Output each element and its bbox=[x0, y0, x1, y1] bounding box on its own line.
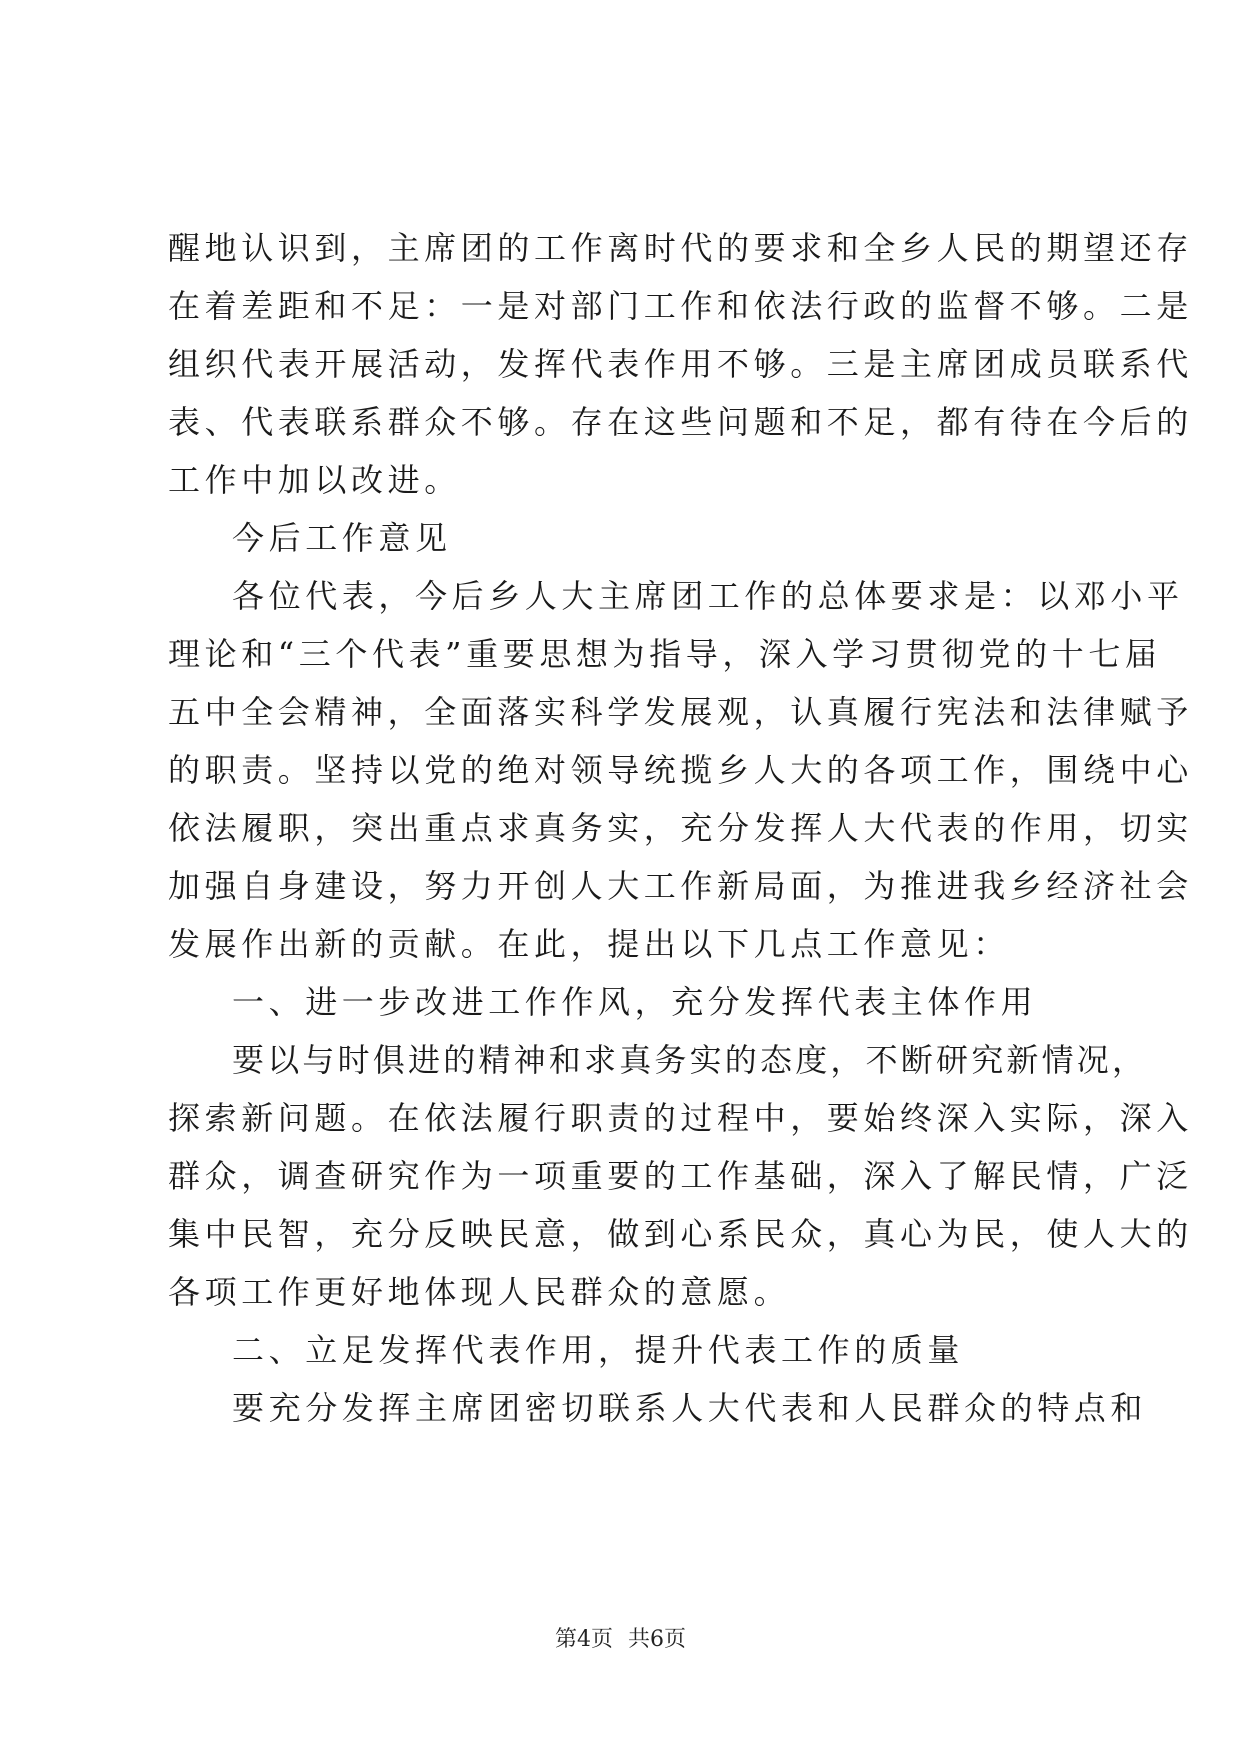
subsection-heading: 二、立足发挥代表作用，提升代表工作的质量 bbox=[232, 1331, 965, 1369]
text-line: 发展作出新的贡献。在此，提出以下几点工作意见： bbox=[168, 925, 1010, 963]
paragraph-start-line: 要以与时俱进的精神和求真务实的态度，不断研究新情况， bbox=[232, 1041, 1148, 1079]
page-number: 第4页 bbox=[555, 1627, 613, 1652]
page-footer bbox=[0, 1626, 1241, 1654]
section-heading: 今后工作意见 bbox=[232, 519, 452, 557]
text-line: 集中民智，充分反映民意，做到心系民众，真心为民，使人大的 bbox=[168, 1215, 1193, 1253]
text-line: 醒地认识到，主席团的工作离时代的要求和全乡人民的期望还存 bbox=[168, 229, 1193, 267]
text-line: 的职责。坚持以党的绝对领导统揽乡人大的各项工作，围绕中心 bbox=[168, 751, 1193, 789]
text-line: 组织代表开展活动，发挥代表作用不够。三是主席团成员联系代 bbox=[168, 345, 1193, 383]
subsection-heading: 一、进一步改进工作作风，充分发挥代表主体作用 bbox=[232, 983, 1038, 1021]
text-line: 五中全会精神，全面落实科学发展观，认真履行宪法和法律赋予 bbox=[168, 693, 1193, 731]
text-line: 在着差距和不足：一是对部门工作和依法行政的监督不够。二是 bbox=[168, 287, 1193, 325]
text-line: 依法履职，突出重点求真务实，充分发挥人大代表的作用，切实 bbox=[168, 809, 1193, 847]
text-line: 群众，调查研究作为一项重要的工作基础，深入了解民情，广泛 bbox=[168, 1157, 1193, 1195]
paragraph-start-line: 要充分发挥主席团密切联系人大代表和人民群众的特点和 bbox=[232, 1389, 1148, 1427]
text-line: 工作中加以改进。 bbox=[168, 461, 461, 499]
total-pages: 共6页 bbox=[628, 1627, 686, 1652]
text-line: 探索新问题。在依法履行职责的过程中，要始终深入实际，深入 bbox=[168, 1099, 1193, 1137]
text-line: 表、代表联系群众不够。存在这些问题和不足，都有待在今后的 bbox=[168, 403, 1193, 441]
text-line: 加强自身建设，努力开创人大工作新局面，为推进我乡经济社会 bbox=[168, 867, 1193, 905]
text-line: 各项工作更好地体现人民群众的意愿。 bbox=[168, 1273, 791, 1311]
text-line: 理论和“三个代表”重要思想为指导，深入学习贯彻党的十七届 bbox=[168, 635, 1162, 673]
paragraph-start-line: 各位代表，今后乡人大主席团工作的总体要求是：以邓小平 bbox=[232, 577, 1184, 615]
